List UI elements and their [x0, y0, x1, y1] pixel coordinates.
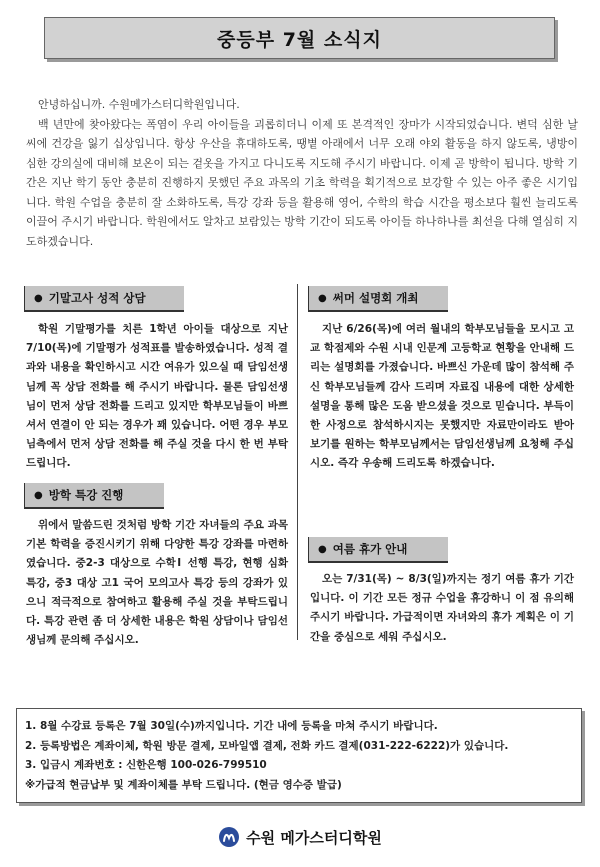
section-text-exam-body: 학원 기말평가를 치른 1학년 아이들 대상으로 지난 7/10(목)에 기말평가 성적표를 발송하였습니다. 성적 결과와 내용을 확인하시고 시간 여유가 있으실 때 담임선생님께 꼭 상담 전화를 해 주시기 바랍니다. 물론 담임선생님이 먼저 상담 전화를 드리고 있지만 학부모님들이 바쁘셔서 연결이 안 되는 경우가 꽤 있습니다. 어떤 경우 부모님측에서 먼저 상담 전화를 해 주실 것을 다시 한 번 부탁드립니다. [26, 323, 288, 470]
tuition-notice-box [16, 708, 582, 803]
black-circle-icon: ● [34, 292, 43, 304]
notice-line: 2. 등록방법은 계좌이체, 학원 방문 결제, 모바일앱 결제, 전화 카드 결제(031-222-6222)가 있습니다. [25, 739, 509, 752]
notice-line: 1. 8월 수강료 등록은 7월 30일(수)까지입니다. 기간 내에 등록을 마쳐 주시기 바랍니다. [25, 720, 438, 732]
section-text-summer-class [26, 516, 288, 650]
academy-name: 수원 메가스터디학원 [246, 828, 382, 847]
academy-logo [0, 822, 600, 852]
section-text-summer-class-body: 위에서 말씀드린 것처럼 방학 기간 자녀들의 주요 과목 기본 학력을 증진시키기 위해 다양한 특강 강좌를 마련하였습니다. 중2-3 대상으로 수학Ⅰ 선행 특강, 현행 심화 특강, 중3 대상 고1 국어 모의고사 특강 등의 강좌가 있으니 적극적으로 참여하고 활용해 주실 것을 부탁드립니다. 특강 관련 좀 더 상세한 내용은 학원 상담이나 담임선생님께 문의해 주십시오. [26, 519, 288, 647]
section-text-vacation-body: 오는 7/31(목) ~ 8/3(일)까지는 정기 여름 휴가 기간입니다. 이 기간 모든 정규 수업을 휴강하니 이 점 유의해 주시기 바랍니다. 가급적이면 자녀와의 휴가 계획은 이 기간을 중심으로 세워 주십시오. [310, 573, 574, 643]
intro-body: 백 년만에 찾아왔다는 폭염이 우리 아이들을 괴롭히더니 이제 또 본격적인 장마가 시작되었습니다. 변덕 심한 날씨에 건강을 잃기 십상입니다. 항상 우산을 휴대하도록, 땡볕 아래에서 너무 오래 야외 활동을 하지 않도록, 냉방이 심한 강의실에 대비해 보온이 되는 겉옷을 가지고 다니도록 지도해 주시기 바랍니다. 이제 곧 방학이 됩니다. 방학 기간은 지난 학기 동안 충분히 진행하지 못했던 주요 과목의 기초 학력을 획기적으로 보강할 수 있는 아주 좋은 시기입니다. 학원 수업을 충분히 잘 소화하도록, 특강 강좌 등을 활용해 영어, 수학의 학습 시간을 평소보다 훨씬 늘리도록 이끌어 주시기 바랍니다. 학원에서도 알차고 보람있는 방학 기간이 되도록 아이들 하나하나를 최선을 다해 열심히 지도하겠습니다. [26, 117, 578, 248]
black-circle-icon: ● [34, 489, 43, 501]
section-heading-briefing-label: 써머 설명회 개최 [332, 291, 419, 305]
section-heading-summer-class [24, 483, 164, 509]
section-text-exam [26, 320, 288, 474]
section-heading-exam-label: 기말고사 성적 상담 [48, 291, 146, 305]
section-heading-briefing [308, 286, 448, 312]
newsletter-title-box [44, 17, 555, 59]
section-heading-vacation [308, 537, 448, 563]
section-text-vacation [310, 570, 574, 647]
intro-text [26, 95, 578, 251]
section-heading-vacation-label: 여름 휴가 안내 [332, 542, 408, 556]
notice-line: ※가급적 현금납부 및 계좌이체를 부탁 드립니다. (현금 영수증 발급) [25, 778, 342, 791]
section-heading-exam [24, 286, 184, 312]
megastudy-logo-icon [218, 826, 240, 848]
column-divider [297, 284, 298, 640]
black-circle-icon: ● [318, 543, 327, 555]
section-text-briefing [310, 320, 574, 474]
section-text-briefing-body: 지난 6/26(목)에 여러 월내의 학부모님들을 모시고 고교 학점제와 수원 시내 인문계 고등학교 현황을 안내해 드리는 설명회를 가졌습니다. 바쁘신 가운데 많이 참석해 주신 학부모님들께 감사 드리며 자료집 내용에 대한 상세한 설명을 통해 많은 도움 받으셨을 것으로 믿습니다. 부득이한 사정으로 참석하시지는 못했지만 자료만이라도 받아 보기를 원하는 학부모님께서는 담임선생님께 요청해 주십시오. 즉각 우송해 드리도록 하겠습니다. [310, 323, 574, 470]
black-circle-icon: ● [318, 292, 327, 304]
section-heading-summer-class-label: 방학 특강 진행 [48, 488, 124, 502]
page-title: 중등부 7월 소식지 [217, 28, 382, 51]
notice-line: 3. 입금시 계좌번호 : 신한은행 100-026-799510 [25, 759, 267, 771]
intro-greeting: 안녕하십니까. 수원메가스터디학원입니다. [38, 98, 240, 111]
